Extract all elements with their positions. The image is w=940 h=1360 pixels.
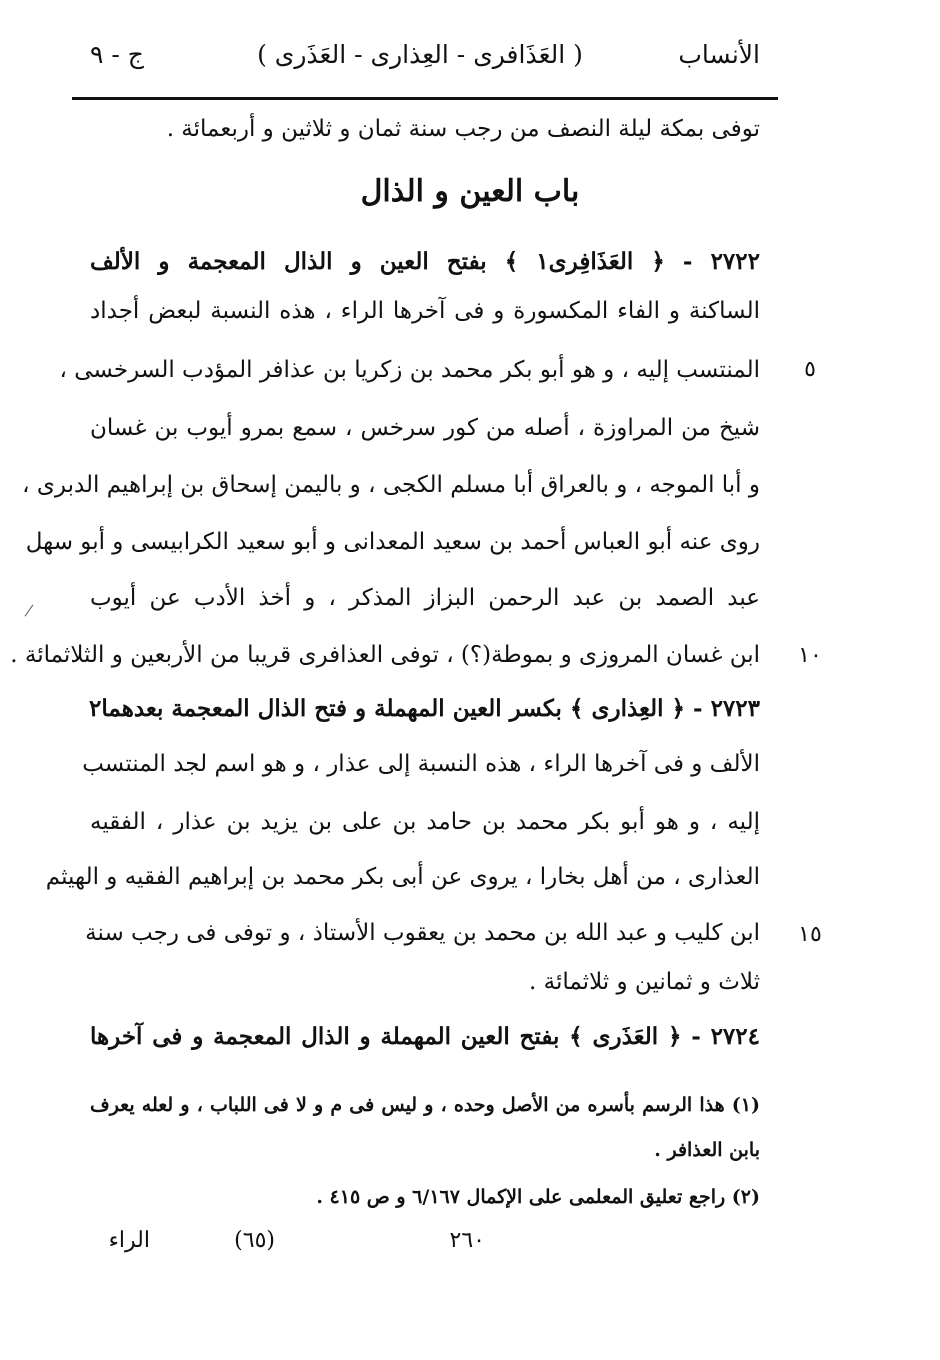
text-line: العذارى ، من أهل بخارا ، يروى عن أبى بكر محمد بن إبراهيم الفقيه و الهيثم bbox=[45, 864, 760, 890]
signature-mark: (٦٥) bbox=[234, 1228, 275, 1253]
text-line: عبد الصمد بن عبد الرحمن البزاز المذكر ، و أخذ الأدب عن أيوب bbox=[90, 585, 760, 611]
text-line: ثلاث و ثمانين و ثلاثمائة . bbox=[529, 969, 760, 995]
chapter-title: باب العين و الذال bbox=[360, 174, 580, 209]
footnote-2: (٢) راجع تعليق المعلمى على الإكمال ٦/١٦٧ و ص ٤١٥ . bbox=[316, 1186, 760, 1208]
entries-range: ( العَذَافرى - العِذارى - العَذَرى ) bbox=[257, 40, 583, 69]
footnote-1-continued: بابن العذافر . bbox=[654, 1139, 760, 1161]
page-number: ٢٦٠ bbox=[449, 1228, 485, 1253]
header-rule bbox=[72, 97, 778, 100]
text-line: إليه ، و هو أبو بكر محمد بن حامد بن على بن يزيد بن عذار ، الفقيه bbox=[90, 809, 760, 835]
text-line: توفى بمكة ليلة النصف من رجب سنة ثمان و ثلاثين و أربعمائة . bbox=[166, 116, 760, 142]
line-number-15: ١٥ bbox=[798, 922, 822, 947]
signature-letter: الراء bbox=[108, 1228, 150, 1253]
entry-2723-heading: ٢٧٢٣ - ﴿ العِذارى ﴾ بكسر العين المهملة و فتح الذال المعجمة بعدهما٢ bbox=[89, 695, 760, 722]
book-title: الأنساب bbox=[678, 40, 760, 69]
text-line: شيخ من المراوزة ، أصله من كور سرخس ، سمع بمرو أيوب بن غسان bbox=[90, 415, 760, 441]
entry-2722-heading: ٢٧٢٢ - ﴿ العَذَافِرى١ ﴾ بفتح العين و الذال المعجمة و الألف bbox=[90, 248, 760, 275]
text-line: الساكنة و الفاء المكسورة و فى آخرها الراء ، هذه النسبة لبعض أجداد bbox=[90, 298, 760, 324]
line-number-10: ١٠ bbox=[798, 643, 822, 668]
text-line: الألف و فى آخرها الراء ، هذه النسبة إلى عذار ، و هو اسم لجد المنتسب bbox=[82, 751, 760, 777]
margin-mark bbox=[25, 604, 34, 616]
text-line: ابن كليب و عبد الله بن محمد بن يعقوب الأستاذ ، و توفى فى رجب سنة bbox=[85, 920, 760, 946]
running-header bbox=[80, 40, 760, 88]
text-line: و أبا الموجه ، و بالعراق أبا مسلم الكجى ، و باليمن إسحاق بن إبراهيم الدبرى ، bbox=[22, 472, 760, 498]
text-line: المنتسب إليه ، و هو أبو بكر محمد بن زكريا بن عذافر المؤدب السرخسى ، bbox=[59, 357, 760, 383]
entry-2724-heading: ٢٧٢٤ - ﴿ العَذَرى ﴾ بفتح العين المهملة و الذال المعجمة و فى آخرها bbox=[90, 1023, 760, 1050]
line-number-5: ٥ bbox=[804, 357, 816, 382]
volume-number: ج - ٩ bbox=[90, 40, 144, 69]
text-line: روى عنه أبو العباس أحمد بن سعيد المعدانى و أبو سعيد الكرابيسى و أبو سهل bbox=[25, 529, 760, 555]
footnote-1: (١) هذا الرسم بأسره من الأصل وحده ، و ليس فى م و لا فى اللباب ، و لعله يعرف bbox=[90, 1094, 760, 1116]
text-line: ابن غسان المروزى و بموطة(؟) ، توفى العذافرى قريبا من الأربعين و الثلاثمائة . bbox=[10, 642, 760, 668]
